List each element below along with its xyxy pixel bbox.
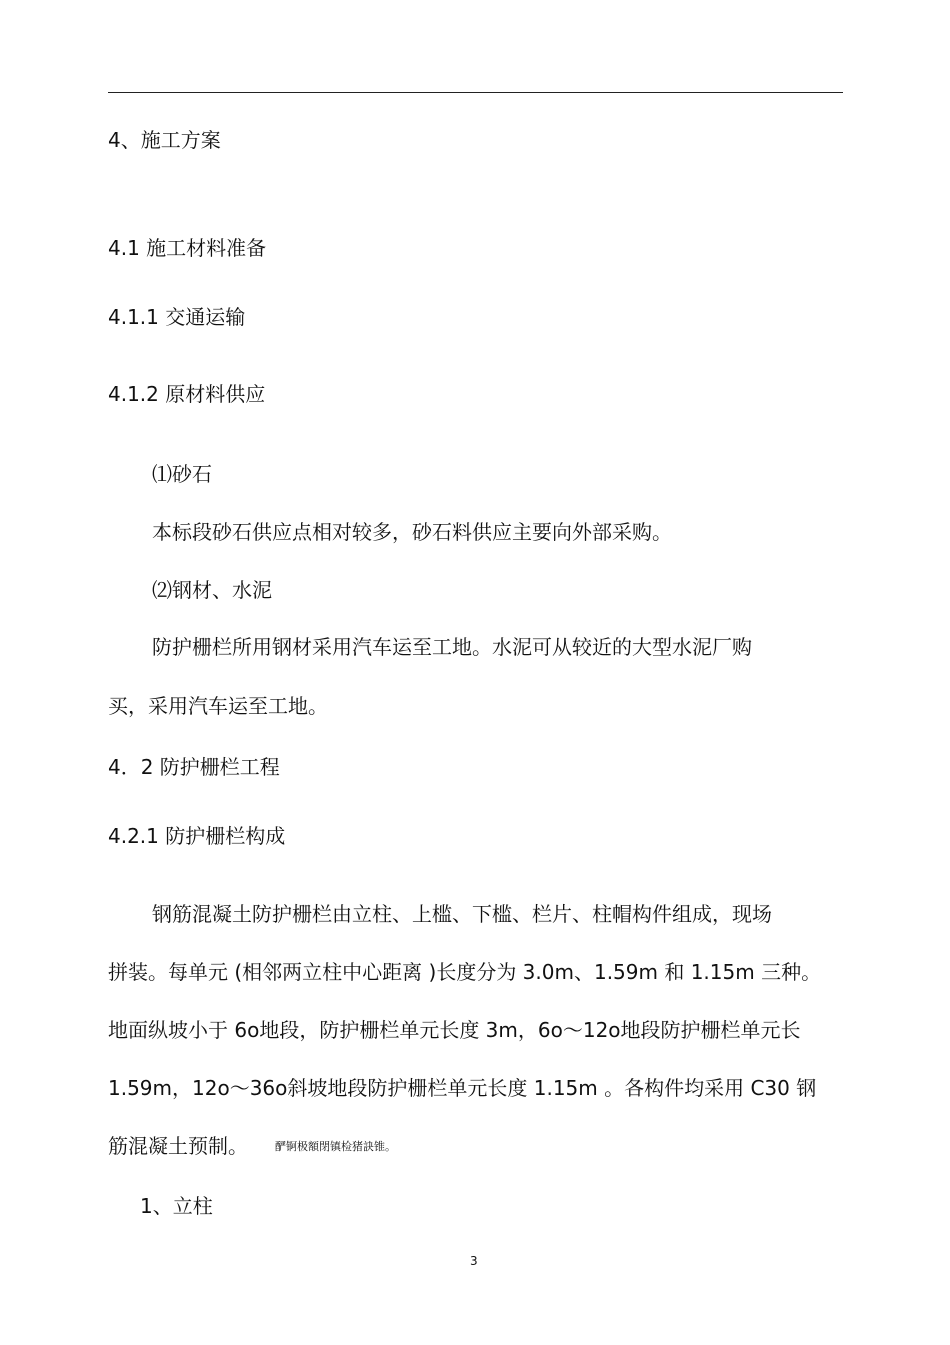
paragraph-small-text: 酽锕极額閉镇检猪訣锥。 (275, 1140, 396, 1153)
item-steel-text-line2: 买，采用汽车运至工地。 (108, 694, 328, 718)
subheading-column: 1、立柱 (140, 1194, 213, 1218)
item-steel-title: ⑵钢材、水泥 (152, 578, 272, 602)
section-4-1-2-heading: 4.1.2 原材料供应 (108, 382, 266, 406)
paragraph-line4: 1.59m，12o～36o斜坡地段防护栅栏单元长度 1.15m 。各构件均采用 C30 钢 (108, 1076, 817, 1100)
item-steel-text-line1: 防护栅栏所用钢材采用汽车运至工地。水泥可从较近的大型水泥厂购 (152, 635, 752, 659)
header-rule (108, 92, 843, 93)
chapter-heading: 4、施工方案 (108, 128, 221, 152)
section-4-2-1-heading: 4.2.1 防护栅栏构成 (108, 824, 286, 848)
paragraph-line1: 钢筋混凝土防护栅栏由立柱、上槛、下槛、栏片、柱帽构件组成，现场 (152, 902, 772, 926)
item-sand-title: ⑴砂石 (152, 462, 212, 486)
section-4-1-heading: 4.1 施工材料准备 (108, 236, 267, 260)
section-4-2-heading: 4．2 防护栅栏工程 (108, 755, 280, 779)
paragraph-line2: 拼装。每单元 (相邻两立柱中心距离 )长度分为 3.0m、1.59m 和 1.15m 三种。 (108, 960, 822, 984)
page-number: 3 (470, 1254, 478, 1268)
paragraph-line3: 地面纵坡小于 6o地段，防护栅栏单元长度 3m，6o～12o地段防护栅栏单元长 (108, 1018, 801, 1042)
section-4-1-1-heading: 4.1.1 交通运输 (108, 305, 246, 329)
item-sand-text: 本标段砂石供应点相对较多，砂石料供应主要向外部采购。 (152, 520, 672, 544)
paragraph-line5: 筋混凝土预制。 (108, 1134, 248, 1158)
